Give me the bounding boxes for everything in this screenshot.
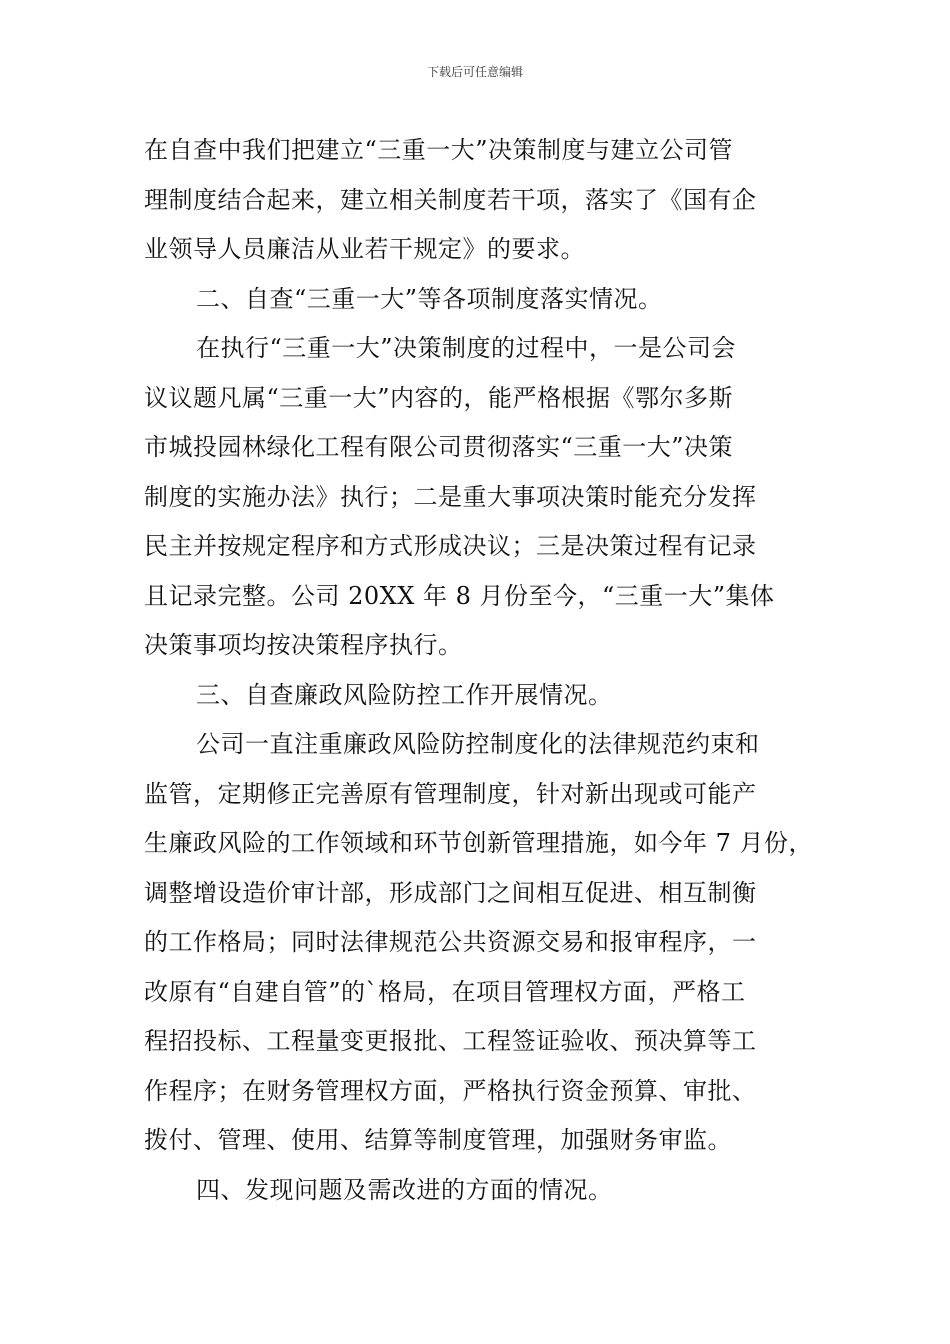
- text-line: 民主并按规定程序和方式形成决议；三是决策过程有记录: [144, 532, 757, 560]
- section-heading: 三、自查廉政风险防控工作开展情况。: [196, 680, 613, 709]
- text-line: 改原有“自建自管”的`格局，在项目管理权方面，严格工: [144, 977, 746, 1006]
- text-line: 的工作格局；同时法律规范公共资源交易和报审程序，一: [144, 928, 757, 956]
- text-line: 公司一直注重廉政风险防控制度化的法律规范约束和: [196, 730, 760, 758]
- text-line: 且记录完整。公司 20XX 年 8 月份至今，“三重一大”集体: [144, 581, 775, 610]
- text-line: 在自查中我们把建立“三重一大”决策制度与建立公司管: [144, 136, 734, 164]
- text-line: 拨付、管理、使用、结算等制度管理，加强财务审监。: [144, 1126, 732, 1154]
- text-line: 在执行“三重一大”决策制度的过程中，一是公司会: [196, 334, 737, 362]
- section-heading: 二、自查“三重一大”等各项制度落实情况。: [196, 284, 663, 313]
- text-line: 决策事项均按决策程序执行。: [144, 631, 463, 659]
- section-heading: 四、发现问题及需改进的方面的情况。: [196, 1175, 613, 1204]
- text-line: 市城投园林绿化工程有限公司贯彻落实“三重一大”决策: [144, 433, 734, 461]
- text-line: 生廉政风险的工作领域和环节创新管理措施，如今年 7 月份，: [144, 829, 814, 857]
- text-line: 调整增设造价审计部，形成部门之间相互促进、相互制衡: [144, 878, 757, 907]
- text-line: 制度的实施办法》执行；二是重大事项决策时能充分发挥: [144, 482, 757, 511]
- text-line: 程招投标、工程量变更报批、工程签证验收、预决算等工: [144, 1027, 757, 1055]
- text-line: 监管，定期修正完善原有管理制度，针对新出现或可能产: [144, 779, 757, 808]
- text-line: 理制度结合起来，建立相关制度若干项，落实了《国有企: [144, 185, 757, 214]
- text-line: 议议题凡属“三重一大”内容的，能严格根据《鄂尔多斯: [144, 383, 734, 412]
- text-line: 作程序；在财务管理权方面，严格执行资金预算、审批、: [144, 1076, 757, 1105]
- text-line: 业领导人员廉洁从业若干规定》的要求。: [144, 235, 585, 263]
- document-body: [144, 126, 814, 1215]
- page-header: 下载后可任意编辑: [426, 65, 523, 79]
